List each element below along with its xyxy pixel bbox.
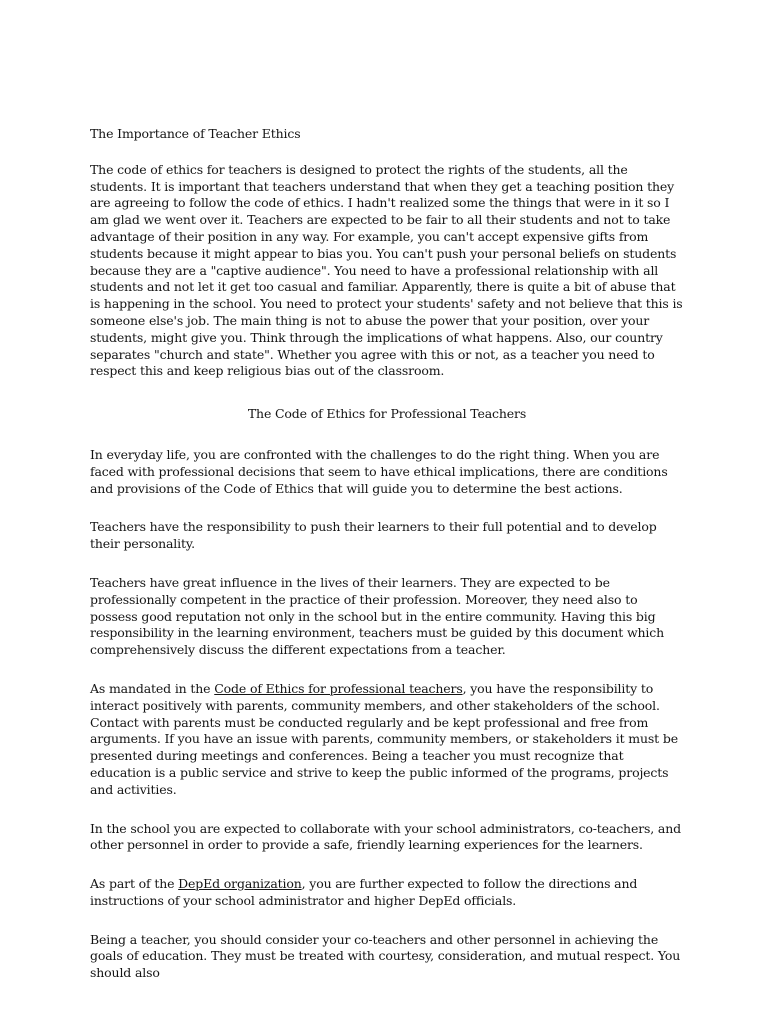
intro-paragraph: The code of ethics for teachers is designed to protect the rights of the students, all the students. It is important that teachers understand that when they get a teaching position they are agreeing to follow the code of ethics. I hadn't realized some the things that were in it so I am glad we went over it. Teachers are expected to be fair to all their students and not to take advantage of their position in any way. For example, you can't accept expensive gifts from students because it might appear to bias you. You can't push your personal beliefs on students because they are a "captive audience". You need to have a professional relationship with all students and not let it get too casual and familiar. Apparently, there is quite a bit of abuse that is happening in the school. You need to protect your students' safety and not believe that this is someone else's job. The main thing is not to abuse the power that your position, over your students, might give you. Think through the implications of what happens. Also, our country separates "church and state". Whether you agree with this or not, as a teacher you need to respect this and keep religious bias out of the classroom. xyxy=(90,161,683,379)
paragraph-co-teachers: Being a teacher, you should consider your co-teachers and other personnel in achieving the goals of education. They must be treated with courtesy, consideration, and mutual respect. You should also xyxy=(90,931,681,981)
code-of-ethics-link[interactable]: Code of Ethics for professional teachers xyxy=(214,680,463,696)
document-body xyxy=(90,126,684,1004)
paragraph-text: As part of the xyxy=(90,876,179,892)
paragraph-text: , you have the responsibility to interact positively with parents, community members, and other stakeholders of the school. Contact with parents must be conducted regularly and be kept professional and free from arguments. If you have an issue with parents, community members, or stakeholders it must be presented during meetings and conferences. Being a teacher you must recognize that education is a public service and strive to keep the public informed of the programs, projects and activities. xyxy=(90,680,678,797)
document-title: The Importance of Teacher Ethics xyxy=(90,126,301,141)
paragraph-text: , you are further expected to follow the directions and instructions of your school administrator and higher DepEd officials. xyxy=(90,876,638,908)
deped-organization-link[interactable]: DepEd organization xyxy=(178,876,302,892)
paragraph-deped xyxy=(90,876,684,910)
paragraph-everyday-life: In everyday life, you are confronted with the challenges to do the right thing. When you are faced with professional decisions that seem to have ethical implications, there are conditions and provisions of the Code of Ethics that will guide you to determine the best actions. xyxy=(90,446,668,496)
paragraph-collaborate: In the school you are expected to collaborate with your school administrators, co-teachers, and other personnel in order to provide a safe, friendly learning experiences for the learners. xyxy=(90,820,681,853)
section-heading: The Code of Ethics for Professional Teachers xyxy=(247,406,527,422)
paragraph-responsibility: Teachers have the responsibility to push their learners to their full potential and to develop their personality. xyxy=(90,519,657,552)
paragraph-influence: Teachers have great influence in the lives of their learners. They are expected to be professionally competent in the practice of their profession. Moreover, they need also to possess good reputation not only in the school but in the entire community. Having this big responsibility in the learning environment, teachers must be guided by this document which comprehensively discuss the different expectations from a teacher. xyxy=(90,574,664,658)
paragraph-text: As mandated in the xyxy=(90,680,215,696)
paragraph-code-of-ethics xyxy=(90,681,684,799)
